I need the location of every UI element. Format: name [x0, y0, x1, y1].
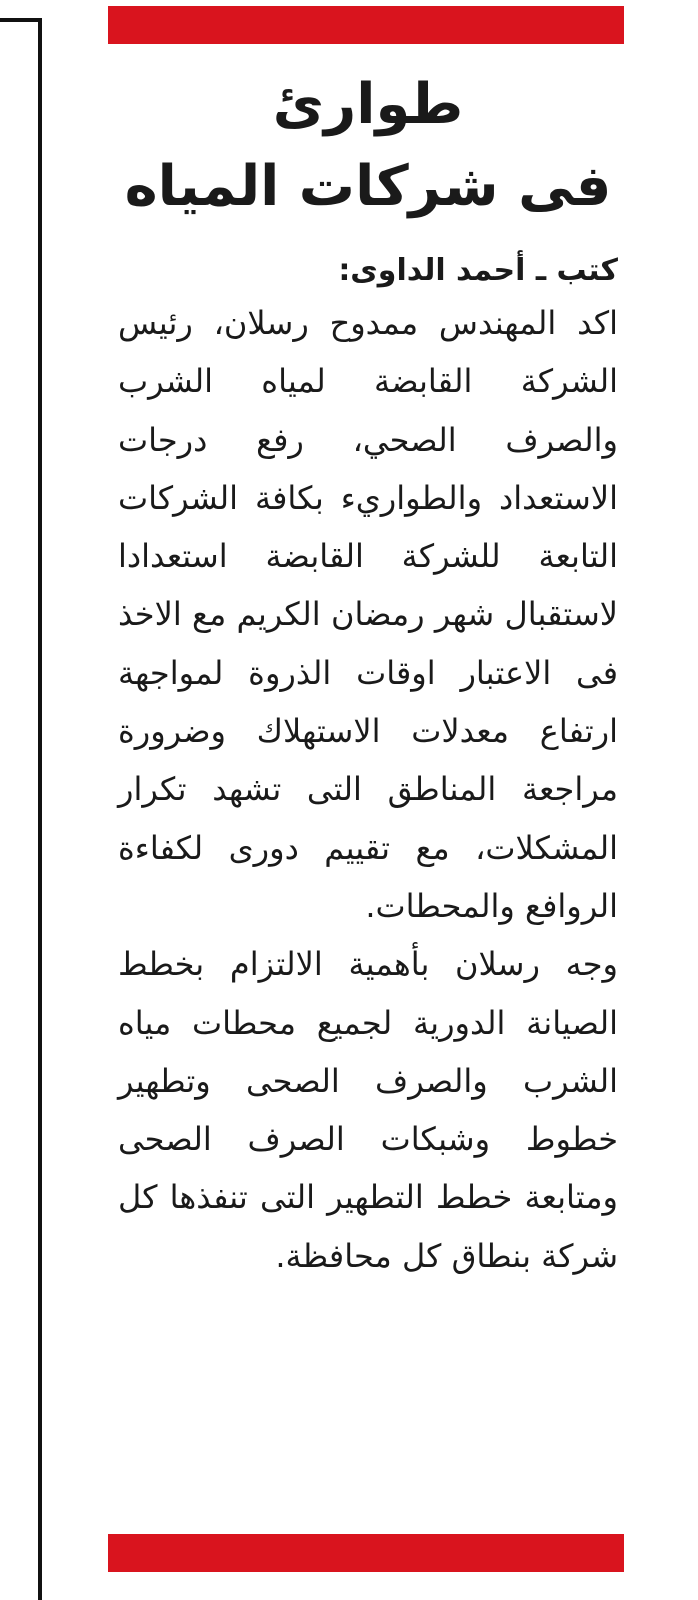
left-frame-top-rule	[0, 18, 40, 22]
headline-line-2: فى شركات المياه	[124, 154, 612, 219]
byline: كتب ـ أحمد الداوى:	[338, 253, 618, 288]
left-frame-vertical-rule	[38, 18, 42, 1600]
headline	[118, 64, 618, 228]
bottom-accent-bar	[108, 1534, 624, 1572]
article-paragraph-2: وجه رسلان بأهمية الالتزام بخطط الصيانة الدورية لجميع محطات مياه الشرب والصرف الصحى وتطهير خطوط وشبكات الصرف الصحى ومتابعة خطط التطهير التى تنفذها كل شركة بنطاق كل محافظة.	[118, 945, 618, 1275]
headline-line-1: طوارئ	[272, 72, 464, 137]
article-column	[118, 56, 618, 1285]
article-paragraph-1: اكد المهندس ممدوح رسلان، رئيس الشركة القابضة لمياه الشرب والصرف الصحي، رفع درجات الاستعداد والطواريء بكافة الشركات التابعة للشركة القابضة استعدادا لاستقبال شهر رمضان الكريم مع الاخذ فى الاعتبار اوقات الذروة لمواجهة ارتفاع معدلات الاستهلاك وضرورة مراجعة المناطق التى تشهد تكرار المشكلات، مع تقييم دورى لكفاءة الروافع والمحطات.	[118, 304, 618, 925]
top-accent-bar	[108, 6, 624, 44]
